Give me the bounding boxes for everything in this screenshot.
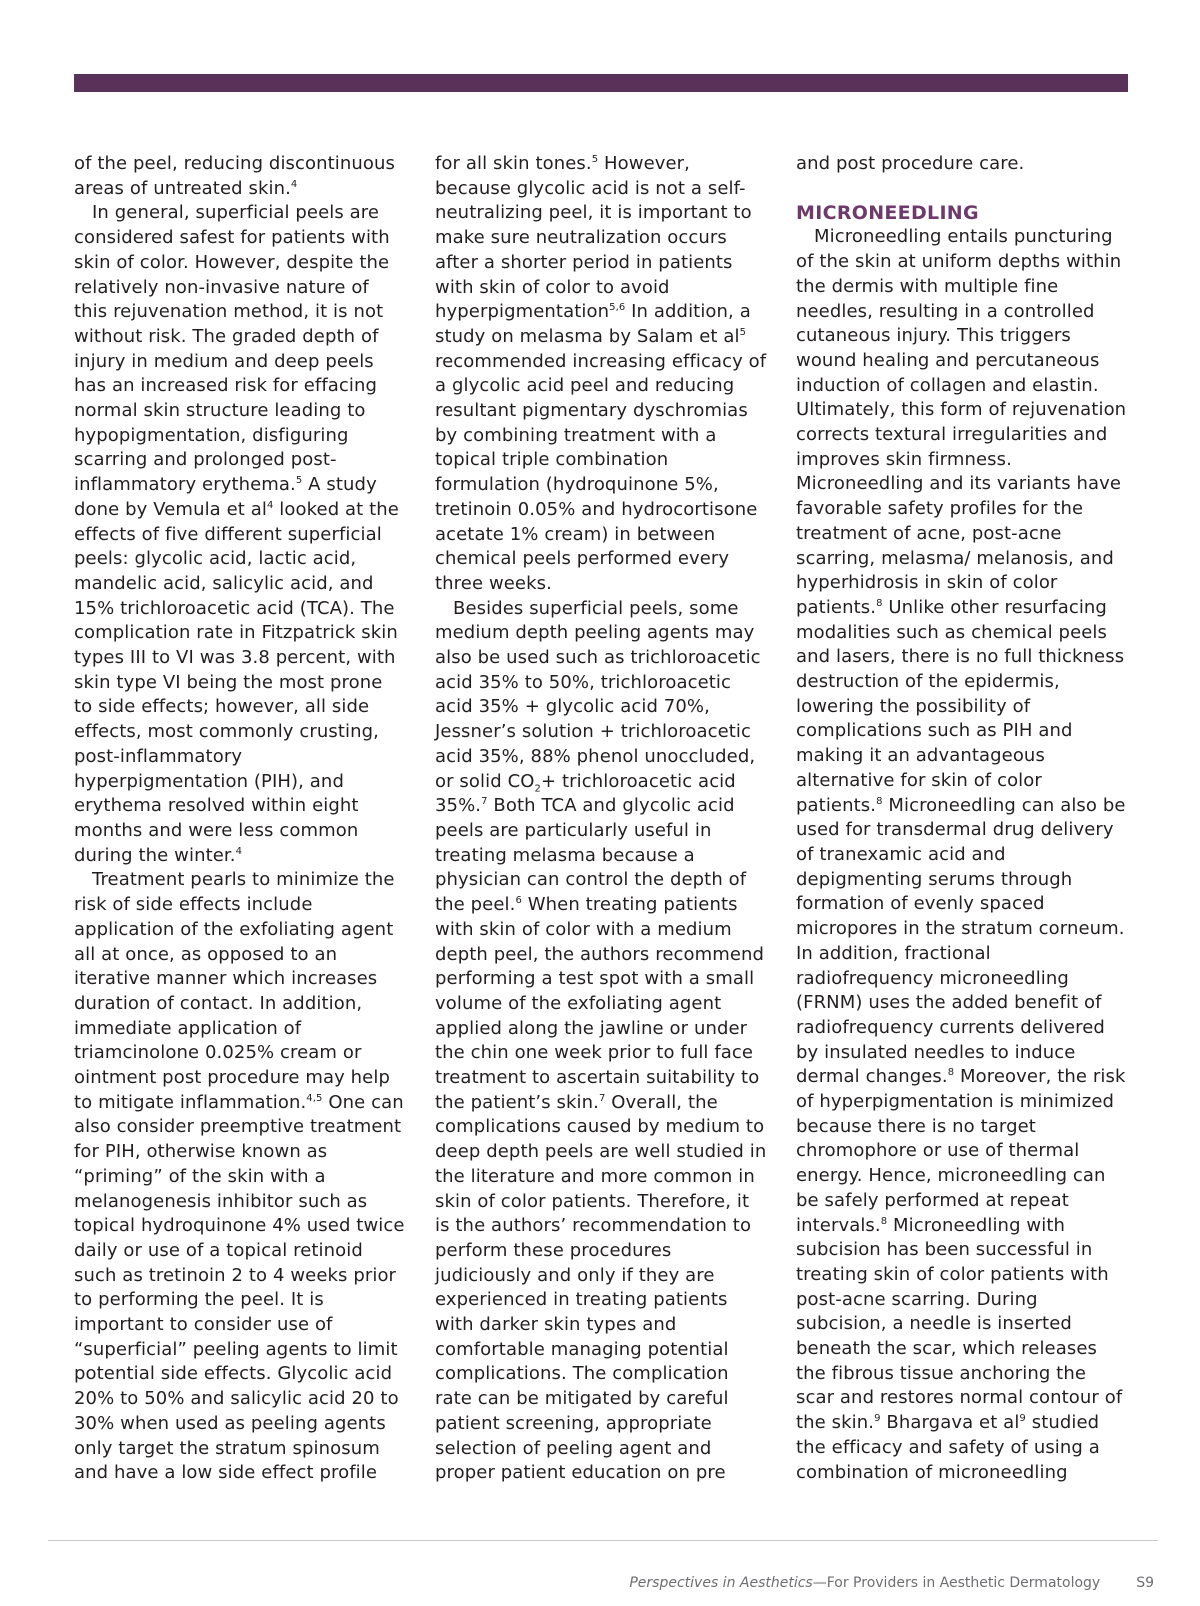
citation-ref: 8 — [876, 597, 883, 609]
paragraph: In general, superficial peels are considered safest for patients with skin of color. However, despite the relatively non-invasive nature of this rejuvenation method, it is not without risk. The graded depth of injury in medium and deep peels has an increased risk for effacing normal skin structure leading to hypopigmentation, disfiguring scarring and prolonged post-inflammatory erythema.$^5$ A study done by Vemula et $al^4$ looked at the effects of five different superficial peels: glycolic acid, lactic acid, mandelic acid, salicylic acid, and 15% trichloroacetic acid (TCA). The complication rate in Fitzpatrick skin types III to VI was 3.8 percent, with skin type VI being the most prone to side effects; however, all side effects, most commonly crusting, post-inflammatory hyperpigmentation (PIH), and erythema resolved within eight months and were less common during the winter.$^4$ — [74, 202, 399, 866]
paragraph: Treatment pearls to minimize the risk of side effects include application of the exfoliating agent all at once, as opposed to an iterative manner which increases duration of contact. In addition, immediate application of triamcinolone 0.025% cream or ointment post procedure may help to mitigate inflammation.$^{4,5}$ One can also consider preemptive treatment for PIH, otherwise known as “priming” of the skin with a melanogenesis inhibitor such as topical hydroquinone 4% used twice daily or use of a topical retinoid such as tretinoin 2 to 4 weeks prior to performing the peel. It is important to consider use of “superficial” peeling agents to limit potential side effects. Glycolic acid 20% to 50% and salicylic acid 20 to 30% when used as peeling agents only target the stratum spinosum and have a low side effect profile — [74, 869, 405, 1484]
text-column-3 — [796, 152, 1128, 1485]
journal-subtitle: —For Providers in Aesthetic Dermatology — [812, 1575, 1101, 1591]
citation-ref: 7 — [481, 796, 488, 808]
citation-ref: 8 — [880, 1215, 888, 1227]
citation-ref: 5 — [739, 326, 747, 338]
citation-ref: 7 — [598, 1092, 606, 1104]
citation-ref: 9 — [874, 1413, 881, 1425]
citation-ref: 4,5 — [306, 1092, 323, 1104]
page-footer — [629, 1575, 1154, 1591]
citation-ref: 9 — [1019, 1413, 1026, 1425]
page-number: S9 — [1136, 1575, 1154, 1591]
citation-ref: 6 — [515, 895, 522, 907]
text-column-1 — [74, 152, 406, 1486]
section-heading-microneedling: MICRONEEDLING — [796, 201, 979, 224]
citation-ref: 8 — [947, 1067, 955, 1079]
citation-ref: 8 — [876, 795, 883, 807]
citation-ref: 4 — [290, 178, 298, 190]
footer-divider — [48, 1540, 1158, 1541]
paragraph: for all skin tones.$^5$ However, because glycolic acid is not a self-neutralizing peel, it is important to make sure neutralization occurs after a shorter period in patients with skin of color to avoid hyperpigmentation$^{5,6}$ In addition, a study on melasma by Salam et $al^5$ recommended increasing efficacy of a glycolic acid peel and reducing resultant pigmentary dyschromias by combining treatment with a topical triple combination formulation (hydroquinone 5%, tretinoin 0.05% and hydrocortisone acetate 1% cream) in between chemical peels performed every three weeks. — [435, 153, 767, 594]
subscript: 2 — [534, 783, 541, 795]
paragraph: Microneedling entails puncturing of the skin at uniform depths within the dermis with multiple fine needles, resulting in a controlled cutaneous injury. This triggers wound healing and percutaneous induction of collagen and elastin. Ultimately, this form of rejuvenation corrects textural irregularities and improves skin firmness. Microneedling and its variants have favorable safety profiles for the treatment of acne, post-acne scarring, melasma/ melanosis, and hyperhidrosis in skin of color patients.$^8$ Unlike other resurfacing modalities such as chemical peels and lasers, there is no full thickness destruction of the epidermis, lowering the possibility of complications such as PIH and making it an advantageous alternative for skin of color patients.$^8$ Microneedling can also be used for transdermal drug delivery of tranexamic acid and depigmenting serums through formation of evenly spaced micropores in the stratum corneum. In addition, fractional radiofrequency microneedling (FRNM) uses the added benefit of radiofrequency currents delivered by insulated needles to induce dermal changes.$^8$ Moreover, the risk of hyperpigmentation is minimized because there is no target chromophore or use of thermal energy. Hence, microneedling can be safely performed at repeat intervals.$^8$ Microneedling with subcision has been successful in treating skin of color patients with post-acne scarring. During subcision, a needle is inserted beneath the scar, which releases the fibrous tissue anchoring the scar and restores normal contour of the skin.$^9$ Bhargava et $al^9$ studied the efficacy and safety of using a combination of microneedling — [796, 226, 1127, 1483]
paragraph: of the peel, reducing discontinuous areas of untreated skin.$^4$ — [74, 153, 396, 199]
journal-title: Perspectives in Aesthetics — [629, 1575, 813, 1591]
citation-ref: 5,6 — [609, 302, 626, 314]
paragraph: and post procedure care. — [796, 153, 1025, 174]
citation-ref: 5 — [591, 154, 599, 165]
citation-ref: 5 — [295, 475, 303, 487]
paragraph: Besides superficial peels, some medium depth peeling agents may also be used such as trichloroacetic acid 35% to 50%, trichloroacetic acid 35% + glycolic acid 70%, Jessner’s solution + trichloroacetic acid 35%, 88% phenol unoccluded, or solid $CO_2+$ trichloroacetic acid 35%.$^7$ Both TCA and glycolic acid peels are particularly useful in treating melasma because a physician can control the depth of the peel.$^6$ When treating patients with skin of color with a medium depth peel, the authors recommend performing a test spot with a small volume of the exfoliating agent applied along the jawline or under the chin one week prior to full face treatment to ascertain suitability to the patient’s skin.$^7$ Overall, the complications caused by medium to deep depth peels are well studied in the literature and more common in skin of color patients. Therefore, it is the authors’ recommendation to perform these procedures judiciously and only if they are experienced in treating patients with darker skin types and comfortable managing potential complications. The complication rate can be mitigated by careful patient screening, appropriate selection of peeling agent and proper patient education on pre — [435, 597, 767, 1484]
text-column-2 — [435, 152, 767, 1486]
citation-ref: 4 — [267, 499, 274, 511]
header-accent-bar — [74, 74, 1128, 92]
citation-ref: 4 — [235, 845, 243, 857]
